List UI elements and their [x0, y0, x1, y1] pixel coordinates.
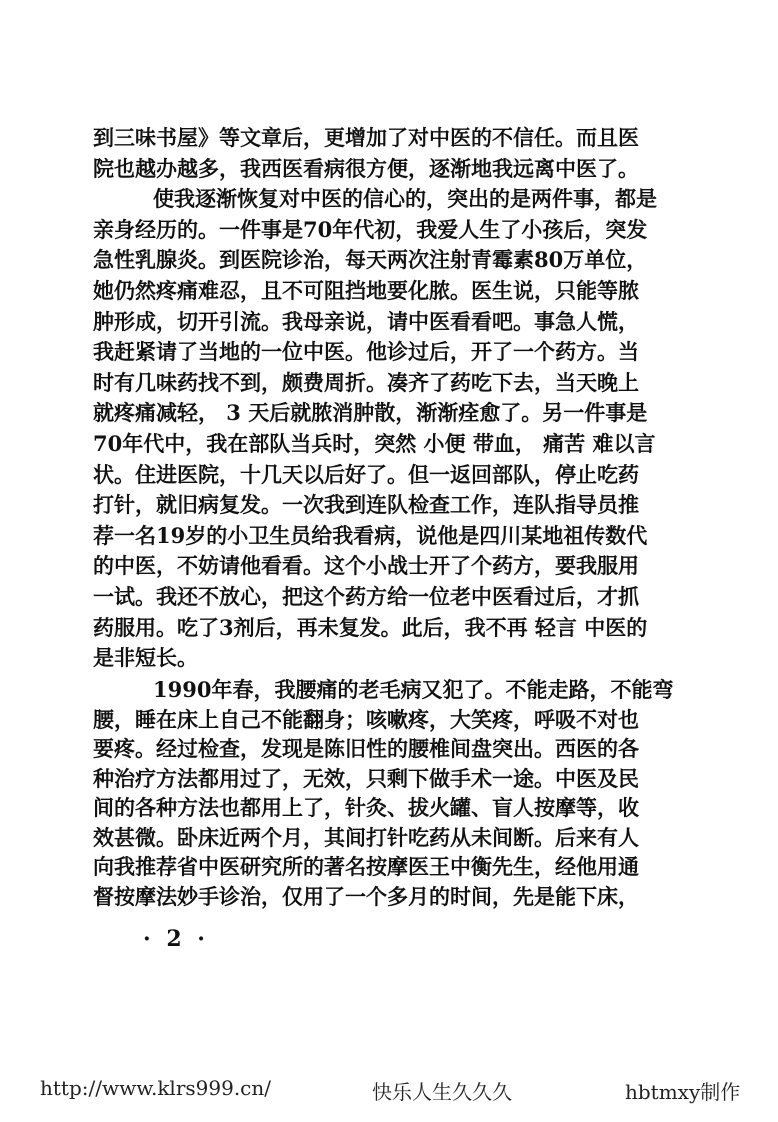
body-text-block-1 — [93, 123, 657, 674]
footer-credit: hbtmxy制作 — [625, 1080, 741, 1104]
text-line: 腰，睡在床上自己不能翻身；咳嗽疼，大笑疼，呼吸不对也 — [93, 706, 639, 732]
text-line: 要疼。经过检查，发现是陈旧性的腰椎间盘突出。西医的各 — [93, 736, 639, 761]
text-line: 种治疗方法都用过了，无效，只剩下做手术一途。中医及民 — [93, 765, 639, 791]
text-line: 70年代中，我在部队当兵时，突然 小便 带血， 痛苦 难以言 — [93, 430, 656, 456]
text-line: 药服用。吃了3剂后，再未复发。此后，我不再 轻言 中医的 — [93, 614, 648, 640]
text-line: 打针，就旧病复发。一次我到连队检查工作，连队指导员推 — [93, 492, 639, 518]
text-line: 她仍然疼痛难忍，且不可阻挡地要化脓。医生说，只能等脓 — [93, 277, 639, 303]
text-line: 时有几味药找不到，颇费周折。凑齐了药吃下去，当天晚上 — [93, 369, 639, 395]
body-text-block-2 — [93, 675, 674, 911]
text-line: 督按摩法妙手诊治，仅用了一个多月的时间，先是能下床， — [93, 883, 639, 909]
text-line: 向我推荐省中医研究所的著名按摩医王中衡先生，经他用通 — [93, 854, 639, 879]
text-line: 使我逐渐恢复对中医的信心的，突出的是两件事，都是 — [153, 186, 657, 212]
text-line: 是非短长。 — [93, 645, 198, 671]
text-line: 的中医，不妨请他看看。这个小战士开了个药方，要我服用 — [93, 553, 639, 579]
footer-url[interactable]: http://www.klrs999.cn/ — [40, 1076, 272, 1100]
text-line: 一试。我还不放心，把这个药方给一位老中医看过后，才抓 — [93, 583, 639, 609]
text-line: 1990年春，我腰痛的老毛病又犯了。不能走路，不能弯 — [153, 677, 674, 702]
text-line: 急性乳腺炎。到医院诊治，每天两次注射青霉素80万单位， — [93, 247, 648, 273]
text-line: 荐一名19岁的小卫生员给我看病，说他是四川某地祖传数代 — [93, 522, 648, 548]
text-line: 状。住进医院，十几天以后好了。但一返回部队，停止吃药 — [93, 461, 639, 487]
page-number: · 2 · — [143, 926, 209, 952]
text-line: 我赶紧请了当地的一位中医。他诊过后，开了一个药方。当 — [93, 339, 639, 365]
text-line: 肿形成，切开引流。我母亲说，请中医看看吧。事急人慌， — [93, 308, 639, 334]
footer-site-name: 快乐人生久久久 — [372, 1080, 512, 1104]
text-line: 就疼痛减轻， 3 天后就脓消肿散，渐渐痊愈了。另一件事是 — [93, 400, 648, 426]
text-line: 到三味书屋》等文章后，更增加了对中医的不信任。而且医 — [93, 125, 639, 150]
text-line: 间的各种方法也都用上了，针灸、拔火罐、盲人按摩等，收 — [93, 795, 639, 820]
text-line: 亲身经历的。一件事是70年代初，我爱人生了小孩后，突发 — [93, 216, 648, 242]
text-line: 效甚微。卧床近两个月，其间打针吃药从未间断。后来有人 — [93, 824, 639, 850]
text-line: 院也越办越多，我西医看病很方便，逐渐地我远离中医了。 — [93, 155, 639, 181]
